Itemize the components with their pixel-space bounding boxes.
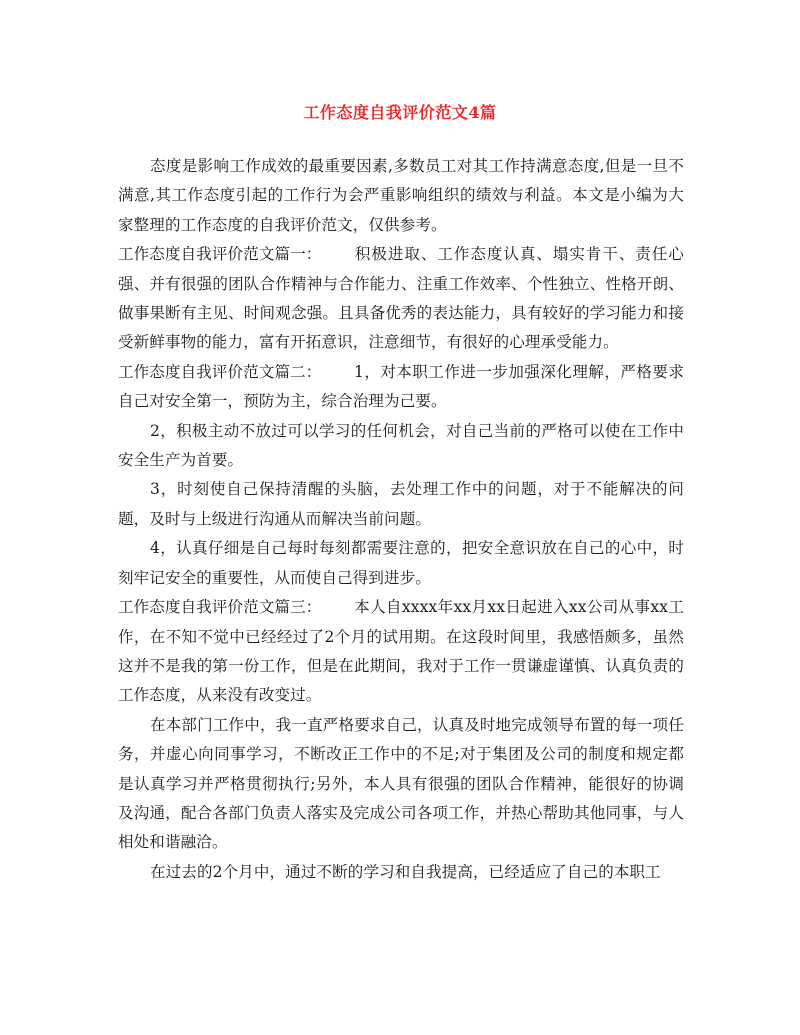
paragraph-department-work: 在本部门工作中，我一直严格要求自己，认真及时地完成领导布置的每一项任务，并虚心向同事学习，不断改正工作中的不足;对于集团及公司的制度和规定都是认真学习并严格贯彻执行;另外，本人具有很强的团队合作精神，能很好的协调及沟通，配合各部门负责人落实及完成公司各项工作，并热心帮助其他同事，与人相处和谐融洽。 xyxy=(118,715,684,852)
section-3-text: 本人自xxxx年xx月xx日起进入xx公司从事xx工作，在不知不觉中已经经过了2个月的试用期。在这段时间里，我感悟颇多，虽然这并不是我的第一份工作，但是在此期间，我对于工作一贯谦虚谨慎、认真负责的工作态度，从来没有改变过。 xyxy=(118,598,684,705)
document-title: 工作态度自我评价范文4篇 xyxy=(303,103,497,122)
paragraph-section-1 xyxy=(118,240,684,358)
section-2-text: 1，对本职工作进一步加强深化理解，严格要求自己对安全第一，预防为主，综合治理为己要。 xyxy=(118,362,684,411)
paragraph-section-2 xyxy=(118,358,684,417)
section-1-label: 工作态度自我评价范文篇一： xyxy=(118,245,322,264)
section-1-text: 积极进取、工作态度认真、塌实肯干、责任心强、并有很强的团队合作精神与合作能力、注重工作效率、个性独立、性格开朗、做事果断有主见、时间观念强。且具备优秀的表达能力，具有较好的学习能力和接受新鲜事物的能力，富有开拓意识，注意细节，有很好的心理承受能力。 xyxy=(118,245,684,352)
paragraph-intro: 态度是影响工作成效的最重要因素,多数员工对其工作持满意态度,但是一旦不满意,其工作态度引起的工作行为会严重影响组织的绩效与利益。本文是小编为大家整理的工作态度的自我评价范文，仅供参考。 xyxy=(118,157,684,234)
paragraph-item-2: 2，积极主动不放过可以学习的任何机会，对自己当前的严格可以使在工作中安全生产为首要。 xyxy=(118,421,684,470)
paragraph-past-two-months: 在过去的2个月中，通过不断的学习和自我提高，已经适应了自己的本职工 xyxy=(150,862,661,881)
paragraph-item-4: 4，认真仔细是自己每时每刻都需要注意的，把安全意识放在自己的心中，时刻牢记安全的重要性，从而使自己得到进步。 xyxy=(118,539,684,587)
paragraph-item-3: 3，时刻使自己保持清醒的头脑，去处理工作中的问题，对于不能解决的问题，及时与上级进行沟通从而解决当前问题。 xyxy=(118,480,684,528)
section-2-label: 工作态度自我评价范文篇二： xyxy=(118,362,322,381)
paragraph-section-3 xyxy=(118,593,684,711)
section-3-label: 工作态度自我评价范文篇三： xyxy=(118,598,322,617)
document-body xyxy=(118,152,684,887)
